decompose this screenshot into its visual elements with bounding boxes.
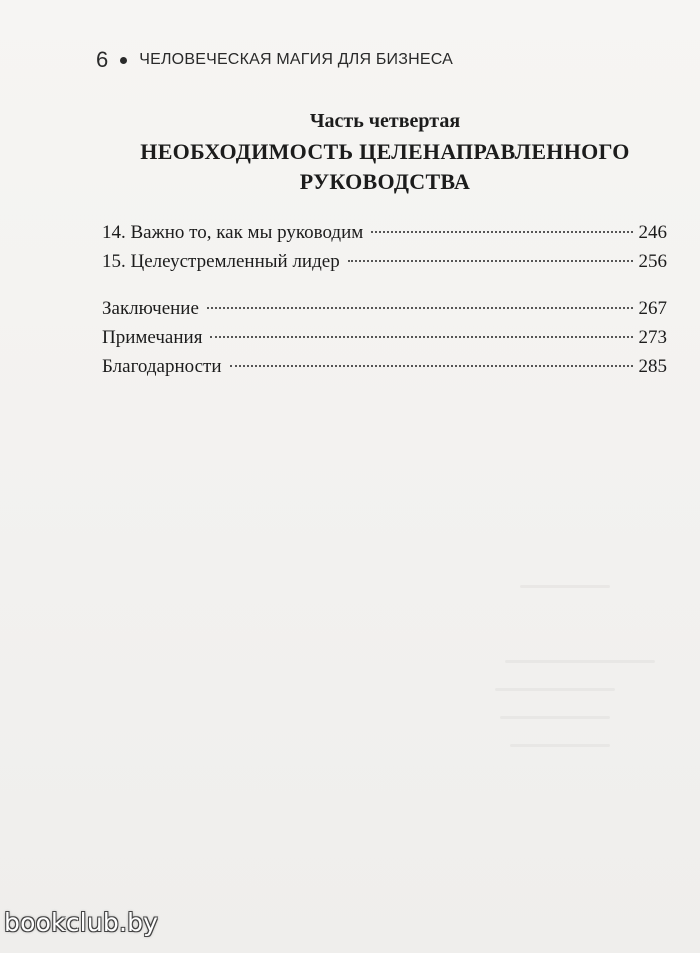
part-heading — [0, 109, 700, 197]
toc-entry-page: 267 — [638, 298, 667, 319]
dot-leader — [210, 336, 632, 338]
show-through-mark — [505, 660, 655, 663]
show-through-mark — [520, 585, 610, 588]
toc-entry-title: 14. Важно то, как мы руководим — [102, 222, 364, 243]
toc-entry-page: 273 — [638, 327, 667, 348]
toc-chapters — [102, 218, 667, 276]
bullet-icon — [120, 57, 127, 64]
toc-entry-title: 15. Целеустремленный лидер — [102, 251, 340, 272]
toc-entry[interactable] — [102, 218, 667, 247]
toc-entry-title: Примечания — [102, 327, 203, 348]
toc-entry-page: 256 — [638, 251, 667, 272]
show-through-mark — [510, 744, 610, 747]
dot-leader — [371, 231, 632, 233]
toc-entry-page: 285 — [638, 356, 667, 377]
toc-entry-title: Благодарности — [102, 356, 222, 377]
running-title: ЧЕЛОВЕЧЕСКАЯ МАГИЯ ДЛЯ БИЗНЕСА — [139, 51, 454, 68]
part-label: Часть четвертая — [309, 110, 461, 132]
part-title-line: НЕОБХОДИМОСТЬ ЦЕЛЕНАПРАВЛЕННОГО — [140, 139, 630, 164]
part-title — [0, 137, 700, 197]
toc-entry[interactable] — [102, 247, 667, 276]
watermark: bookclub.by — [4, 908, 159, 937]
toc-entry[interactable] — [102, 294, 667, 323]
part-title-line: РУКОВОДСТВА — [299, 169, 471, 194]
dot-leader — [230, 365, 633, 367]
toc-entry-page: 246 — [638, 222, 667, 243]
show-through-mark — [495, 688, 615, 691]
running-head — [96, 49, 453, 71]
toc-entry-title: Заключение — [102, 298, 199, 319]
toc-entry[interactable] — [102, 352, 667, 381]
toc-back-matter — [102, 294, 667, 381]
dot-leader — [207, 307, 633, 309]
page-number: 6 — [96, 47, 109, 72]
show-through-mark — [500, 716, 610, 719]
toc-entry[interactable] — [102, 323, 667, 352]
dot-leader — [348, 260, 633, 262]
